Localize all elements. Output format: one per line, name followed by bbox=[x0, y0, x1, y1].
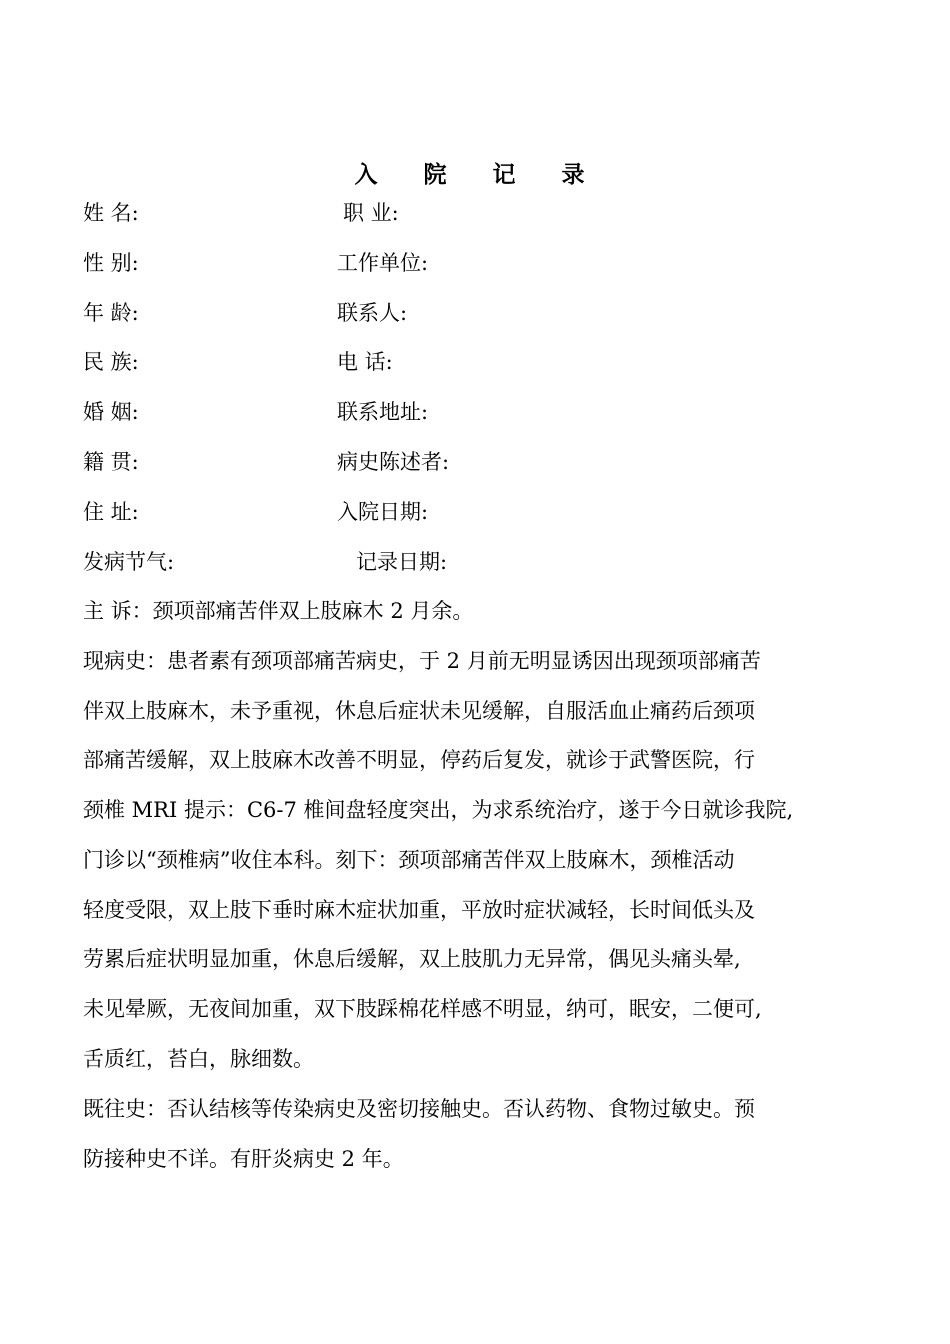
past-history bbox=[83, 1085, 883, 1184]
present-illness-line: 轻度受限，双上肢下垂时麻木症状加重，平放时症状减轻，长时间低头及 bbox=[83, 897, 755, 922]
present-illness-line: 未见晕厥，无夜间加重，双下肢踩棉花样感不明显，纳可，眠安，二便可, bbox=[83, 996, 762, 1021]
field-label-address: 住 址: bbox=[83, 500, 139, 524]
field-label-name: 姓 名: bbox=[83, 201, 139, 225]
field-row-address bbox=[0, 492, 950, 532]
field-label-contact-person: 联系人: bbox=[337, 301, 408, 325]
field-row-age bbox=[0, 293, 950, 333]
field-row-gender bbox=[0, 243, 950, 283]
field-row-name bbox=[0, 193, 950, 233]
field-label-history-narrator: 病史陈述者: bbox=[337, 450, 450, 474]
field-label-admission-date: 入院日期: bbox=[337, 500, 429, 524]
chief-complaint bbox=[83, 587, 883, 637]
field-label-native-place: 籍 贯: bbox=[83, 450, 139, 474]
present-illness-line: 部痛苦缓解，双上肢麻木改善不明显，停药后复发，就诊于武警医院，行 bbox=[83, 748, 755, 773]
present-illness-line: 劳累后症状明显加重，休息后缓解，双上肢肌力无异常，偶见头痛头晕, bbox=[83, 947, 741, 972]
field-label-ethnicity: 民 族: bbox=[83, 350, 139, 374]
field-row-ethnicity bbox=[0, 342, 950, 382]
field-row-marital bbox=[0, 392, 950, 432]
field-label-age: 年 龄: bbox=[83, 301, 139, 325]
present-illness-line: 颈椎 MRI 提示：C6-7 椎间盘轻度突出，为求系统治疗，遂于今日就诊我院, bbox=[83, 798, 794, 823]
present-illness-history bbox=[83, 637, 883, 1084]
chief-complaint-text: 主 诉：颈项部痛苦伴双上肢麻木 2 月余。 bbox=[83, 599, 474, 623]
present-illness-line: 现病史：患者素有颈项部痛苦病史，于 2 月前无明显诱因出现颈项部痛苦 bbox=[83, 649, 761, 673]
present-illness-line: 伴双上肢麻木，未予重视，休息后症状未见缓解，自服活血止痛药后颈项 bbox=[83, 698, 755, 723]
past-history-line: 防接种史不详。有肝炎病史 2 年。 bbox=[83, 1146, 404, 1171]
field-label-record-date: 记录日期: bbox=[356, 550, 448, 574]
field-row-native-place bbox=[0, 442, 950, 482]
field-label-contact-address: 联系地址: bbox=[337, 400, 429, 424]
field-label-onset-season: 发病节气: bbox=[83, 550, 175, 574]
past-history-line: 既往史：否认结核等传染病史及密切接触史。否认药物、食物过敏史。预 bbox=[83, 1097, 755, 1121]
present-illness-line: 门诊以“颈椎病”收住本科。刻下：颈项部痛苦伴双上肢麻木，颈椎活动 bbox=[83, 847, 735, 872]
field-label-occupation: 职 业: bbox=[343, 201, 399, 225]
document-title: 入 院 记 录 bbox=[354, 161, 604, 188]
field-label-marital: 婚 姻: bbox=[83, 400, 139, 424]
field-label-phone: 电 话: bbox=[337, 350, 393, 374]
field-row-onset-season bbox=[0, 542, 950, 582]
field-label-workplace: 工作单位: bbox=[337, 251, 429, 275]
field-label-gender: 性 别: bbox=[83, 251, 139, 275]
present-illness-line: 舌质红，苔白，脉细数。 bbox=[83, 1046, 314, 1071]
